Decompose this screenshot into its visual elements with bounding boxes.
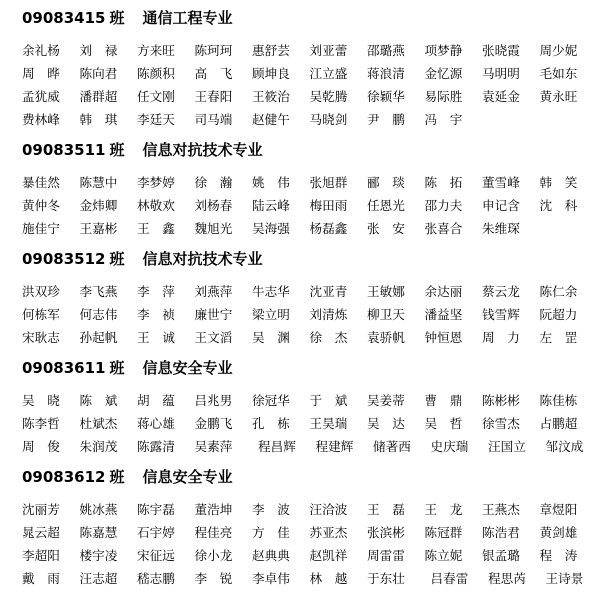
student-name: 韩 笑: [539, 175, 578, 190]
student-name: 李 祯: [137, 307, 175, 322]
student-name: 金炜卿: [79, 198, 118, 213]
student-name: 吴 渊: [252, 330, 290, 345]
student-name: 杜斌杰: [79, 416, 118, 431]
student-name: 王 诚: [137, 330, 175, 345]
class-roster-document: [22, 6, 612, 598]
student-name: 申记含: [482, 198, 520, 213]
student-name-list: [22, 389, 612, 458]
student-name: 徐颖华: [367, 89, 405, 104]
student-name: 王春阳: [194, 89, 233, 104]
student-name: 潘群超: [79, 89, 118, 104]
student-name: 郦 琰: [367, 175, 405, 190]
student-name: 曹 鼎: [424, 393, 463, 408]
major-name: 信息安全专业: [142, 468, 233, 486]
class-section: [22, 248, 612, 349]
student-name: 陈佳栋: [539, 393, 578, 408]
major-name: 通信工程专业: [142, 9, 233, 27]
student-name: 张滨彬: [367, 525, 405, 540]
student-name: 金鹏飞: [194, 416, 233, 431]
name-row: [22, 435, 612, 458]
student-name-list: [22, 498, 612, 590]
class-word: 班: [109, 250, 125, 268]
student-name: 暴佳然: [22, 175, 60, 190]
student-name: 何志伟: [79, 307, 118, 322]
student-name: 王 磊: [367, 502, 405, 517]
student-name: 尹 鹏: [367, 112, 405, 127]
student-name: 董浩坤: [194, 502, 233, 517]
student-name: 张晓霞: [482, 43, 520, 58]
student-name: 孙起帆: [79, 330, 118, 345]
class-code: 09083512: [22, 250, 106, 268]
student-name: 孟犹威: [22, 89, 60, 104]
student-name: 邹汶成: [545, 439, 584, 454]
student-name: 王燕杰: [482, 502, 520, 517]
student-name: 王筱治: [252, 89, 290, 104]
student-name: 吴姜蒂: [367, 393, 405, 408]
class-heading: [22, 466, 612, 488]
class-word: 班: [109, 141, 125, 159]
student-name: 李廷天: [137, 112, 175, 127]
student-name: 项梦静: [424, 43, 463, 58]
name-row: [22, 498, 612, 521]
student-name: 方 佳: [252, 525, 290, 540]
student-name: 阮超力: [539, 307, 578, 322]
student-name: 程建辉: [315, 439, 354, 454]
student-name: 沈 科: [539, 198, 578, 213]
class-section: [22, 139, 612, 240]
student-name: 施佳宁: [22, 221, 60, 236]
class-word: 班: [109, 359, 125, 377]
student-name: 徐 杰: [309, 330, 348, 345]
student-name: 陈仁余: [539, 284, 578, 299]
student-name: 占鹏超: [539, 416, 578, 431]
student-name: 吴乾腾: [309, 89, 348, 104]
student-name: 宋征远: [137, 548, 175, 563]
student-name: 汪洽波: [309, 502, 348, 517]
student-name: 陈浩君: [482, 525, 520, 540]
student-name: 王 龙: [424, 502, 463, 517]
student-name: 储著西: [373, 439, 411, 454]
student-name: 钟恒恩: [424, 330, 463, 345]
student-name: 陈立妮: [424, 548, 463, 563]
student-name: 吕兆男: [194, 393, 233, 408]
student-name: 沈亚青: [309, 284, 348, 299]
student-name: 梅田雨: [309, 198, 348, 213]
name-row: [22, 412, 612, 435]
student-name: 蔡云龙: [482, 284, 520, 299]
student-name: 王诗景: [545, 571, 584, 586]
name-row: [22, 62, 612, 85]
student-name: 宋耿志: [22, 330, 60, 345]
class-word: 班: [109, 9, 125, 27]
student-name: 费林峰: [22, 112, 60, 127]
class-code: 09083415: [22, 9, 106, 27]
student-name: 陈向君: [79, 66, 118, 81]
student-name: 戴 雨: [22, 571, 60, 586]
name-row: [22, 389, 612, 412]
major-name: 信息安全专业: [142, 359, 233, 377]
student-name: 洪双珍: [22, 284, 60, 299]
student-name: 楼宇凌: [79, 548, 118, 563]
name-row: [22, 567, 612, 590]
student-name: 姚 伟: [252, 175, 290, 190]
student-name: 陈颜积: [137, 66, 175, 81]
student-name: 惠舒芸: [252, 43, 290, 58]
student-name: 廉世宁: [194, 307, 233, 322]
student-name: 汪志超: [79, 571, 118, 586]
student-name: 何栋军: [22, 307, 60, 322]
student-name: 林 越: [309, 571, 348, 586]
student-name: 林敬欢: [137, 198, 175, 213]
student-name: 于 斌: [309, 393, 348, 408]
name-row: [22, 171, 612, 194]
student-name: 徐 瀚: [194, 175, 233, 190]
student-name: 董雪峰: [482, 175, 520, 190]
student-name: 王敏娜: [367, 284, 405, 299]
student-name: 石宇婷: [137, 525, 175, 540]
name-row: [22, 544, 612, 567]
student-name: 李 萍: [137, 284, 175, 299]
student-name: 章煜阳: [539, 502, 578, 517]
student-name-list: [22, 280, 612, 349]
student-name: 左 罡: [539, 330, 578, 345]
student-name: 柳卫天: [367, 307, 405, 322]
student-name: 司马端: [194, 112, 233, 127]
student-name: 孔 栋: [252, 416, 290, 431]
student-name: 吴 哲: [424, 416, 463, 431]
student-name: 陈 斌: [79, 393, 118, 408]
student-name: 冯 宇: [424, 112, 463, 127]
student-name: 刘杨春: [194, 198, 233, 213]
student-name: 徐冠华: [252, 393, 290, 408]
student-name: 史庆瑞: [430, 439, 469, 454]
student-name: 陈宇磊: [137, 502, 175, 517]
student-name: 胡 蕴: [137, 393, 175, 408]
student-name: 刘清炼: [309, 307, 348, 322]
student-name: 陈彬彬: [482, 393, 520, 408]
name-row: [22, 521, 612, 544]
student-name: 李 波: [252, 502, 290, 517]
student-name: 周 力: [482, 330, 520, 345]
student-name: 毛如东: [539, 66, 578, 81]
class-heading: [22, 139, 612, 161]
class-section: [22, 357, 612, 458]
student-name: 汪国立: [488, 439, 526, 454]
student-name: 任恩光: [367, 198, 405, 213]
student-name: 陈嘉慧: [79, 525, 118, 540]
student-name: 陈 拓: [424, 175, 463, 190]
student-name: 邵力夫: [424, 198, 463, 213]
student-name-list: [22, 171, 612, 240]
class-heading: [22, 7, 612, 29]
student-name: 王文滔: [194, 330, 233, 345]
student-name: 金忆源: [424, 66, 463, 81]
student-name: 潘益坚: [424, 307, 463, 322]
class-section: [22, 7, 612, 131]
student-name: 吴素萍: [194, 439, 233, 454]
student-name: 程 涛: [539, 548, 578, 563]
student-name: 方来旺: [137, 43, 175, 58]
student-name: 高 飞: [194, 66, 233, 81]
student-name: 王昊瑞: [309, 416, 348, 431]
student-name: 银孟璐: [482, 548, 520, 563]
student-name: 吴 晓: [22, 393, 60, 408]
student-name: 黄永旺: [539, 89, 578, 104]
student-name: 王嘉彬: [79, 221, 118, 236]
student-name: 余礼杨: [22, 43, 60, 58]
name-row: [22, 326, 612, 349]
student-name: 黄剑雄: [539, 525, 578, 540]
student-name: 魏旭光: [194, 221, 233, 236]
student-name-list: [22, 39, 612, 131]
student-name: 李飞燕: [79, 284, 118, 299]
student-name: 赵凯祥: [309, 548, 348, 563]
student-name: 吴 达: [367, 416, 405, 431]
student-name: 李超阳: [22, 548, 60, 563]
student-name: 陈珂珂: [194, 43, 233, 58]
student-name: 程昌辉: [258, 439, 296, 454]
student-name: 赵典典: [252, 548, 290, 563]
class-code: 09083611: [22, 359, 106, 377]
student-name: 王 鑫: [137, 221, 175, 236]
student-name: 嵇志鹏: [137, 571, 175, 586]
student-name: 韩 琪: [79, 112, 118, 127]
student-name: 徐小龙: [194, 548, 233, 563]
major-name: 信息对抗技术专业: [142, 141, 263, 159]
student-name: 蒋浪清: [367, 66, 405, 81]
student-name: 李梦婷: [137, 175, 175, 190]
student-name: 李卓伟: [252, 571, 290, 586]
student-name: 陈冠群: [424, 525, 463, 540]
student-name: 陆云峰: [252, 198, 290, 213]
class-section: [22, 466, 612, 590]
student-name: 程思芮: [488, 571, 526, 586]
student-name: 牛志华: [252, 284, 290, 299]
student-name: 张 安: [367, 221, 405, 236]
student-name: 吴海强: [252, 221, 290, 236]
student-name: 程佳亮: [194, 525, 233, 540]
class-code: 09083511: [22, 141, 106, 159]
student-name: 马明明: [482, 66, 520, 81]
student-name: 杨磊鑫: [309, 221, 348, 236]
class-heading: [22, 248, 612, 270]
student-name: 任文刚: [137, 89, 175, 104]
student-name: 张喜合: [424, 221, 463, 236]
student-name: 刘燕萍: [194, 284, 233, 299]
class-heading: [22, 357, 612, 379]
student-name: 余达丽: [424, 284, 463, 299]
student-name: 赵健午: [252, 112, 290, 127]
student-name: 张旭群: [309, 175, 348, 190]
student-name: 周 俊: [22, 439, 60, 454]
class-word: 班: [109, 468, 125, 486]
name-row: [22, 303, 612, 326]
student-name: 梁立明: [252, 307, 290, 322]
student-name: 周 晔: [22, 66, 60, 81]
student-name: 钱雪辉: [482, 307, 520, 322]
student-name: 邵璐燕: [367, 43, 405, 58]
student-name: 晁云超: [22, 525, 60, 540]
student-name: 姚冰燕: [79, 502, 118, 517]
student-name: 袁骄帆: [367, 330, 405, 345]
student-name: 陈露清: [137, 439, 175, 454]
student-name: 袁延金: [482, 89, 520, 104]
student-name: 易际胜: [424, 89, 463, 104]
student-name: 吕春雷: [430, 571, 469, 586]
name-row: [22, 194, 612, 217]
name-row: [22, 85, 612, 108]
student-name: 刘 禄: [79, 43, 118, 58]
student-name: 徐雪杰: [482, 416, 520, 431]
student-name: 于东壮: [367, 571, 405, 586]
name-row: [22, 108, 612, 131]
student-name: 陈李哲: [22, 416, 60, 431]
class-code: 09083612: [22, 468, 106, 486]
student-name: 苏亚杰: [309, 525, 348, 540]
student-name: 马晓剑: [309, 112, 348, 127]
name-row: [22, 217, 612, 240]
student-name: 沈丽芳: [22, 502, 60, 517]
student-name: 刘亚蕾: [309, 43, 348, 58]
name-row: [22, 280, 612, 303]
student-name: 周少妮: [539, 43, 578, 58]
name-row: [22, 39, 612, 62]
student-name: 顾坤良: [252, 66, 290, 81]
student-name: 周雷雷: [367, 548, 405, 563]
major-name: 信息对抗技术专业: [142, 250, 263, 268]
student-name: 朱维琛: [482, 221, 520, 236]
student-name: 李 锐: [194, 571, 233, 586]
student-name: 江立盛: [309, 66, 348, 81]
student-name: 蒋心雄: [137, 416, 175, 431]
student-name: 黄仲冬: [22, 198, 60, 213]
student-name: 朱润茂: [79, 439, 118, 454]
student-name: 陈慧中: [79, 175, 118, 190]
